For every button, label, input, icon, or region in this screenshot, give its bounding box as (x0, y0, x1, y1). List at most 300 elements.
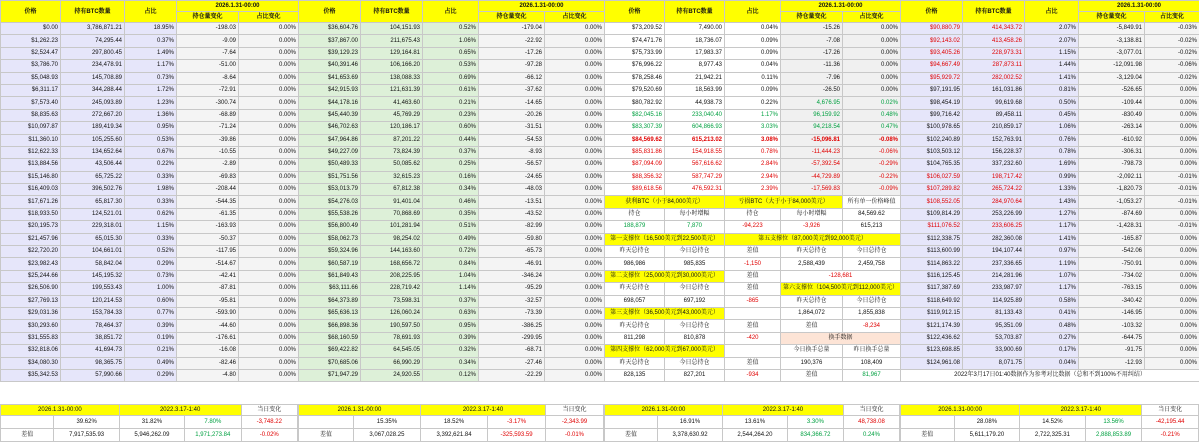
btc-held-cell[interactable]: 152,763.91 (963, 134, 1025, 146)
ratio-cell[interactable]: 0.53% (125, 134, 177, 146)
ratio-cell[interactable]: 1.06% (423, 35, 479, 47)
price-cell[interactable]: $53,013.79 (299, 184, 361, 196)
pos-change-cell[interactable]: -798.73 (1079, 159, 1145, 171)
price-cell[interactable]: $10,097.87 (1, 122, 61, 134)
btc-held-cell[interactable]: 89,458.11 (963, 109, 1025, 121)
btc-held-cell[interactable]: 199,553.43 (61, 283, 125, 295)
ratio-cell[interactable]: 0.23% (423, 109, 479, 121)
ratio-cell[interactable]: 1.69% (1025, 159, 1079, 171)
price-cell[interactable]: $123,698.85 (901, 345, 963, 357)
price-cell[interactable]: $8,835.63 (1, 109, 61, 121)
price-cell[interactable]: $90,880.79 (901, 23, 963, 35)
pos-change-cell[interactable]: -593.90 (177, 307, 239, 319)
pos-change-cell[interactable]: -1,820.73 (1079, 184, 1145, 196)
pos-change-cell[interactable]: -46.91 (479, 258, 545, 270)
price-cell[interactable]: $16,409.03 (1, 184, 61, 196)
btc-held-cell[interactable]: 587,747.29 (665, 171, 725, 183)
pos-change-cell[interactable]: -340.42 (1079, 295, 1145, 307)
col-header-ratio-change[interactable]: 占比变化 (545, 12, 605, 23)
ratio-change-cell[interactable]: 0.00% (239, 369, 299, 381)
pos-change-cell[interactable]: -7.96 (781, 72, 843, 84)
price-cell[interactable]: $56,800.49 (299, 221, 361, 233)
price-cell[interactable]: $6,311.17 (1, 84, 61, 96)
pos-change-cell[interactable]: -50.37 (177, 233, 239, 245)
ratio-cell[interactable]: 0.58% (1025, 295, 1079, 307)
pos-change-cell[interactable]: -10.55 (177, 146, 239, 158)
price-cell[interactable]: $36,604.76 (299, 23, 361, 35)
btc-held-cell[interactable]: 53,703.87 (963, 332, 1025, 344)
btc-held-cell[interactable]: 413,458.26 (963, 35, 1025, 47)
ratio-cell[interactable]: 0.49% (125, 357, 177, 369)
pos-change-cell[interactable]: -57,392.54 (781, 159, 843, 171)
ratio-cell[interactable]: 1.43% (1025, 196, 1079, 208)
btc-held-cell[interactable]: 74,295.44 (61, 35, 125, 47)
ratio-change-cell[interactable]: 0.00% (843, 72, 901, 84)
price-cell[interactable]: $80,782.92 (605, 97, 665, 109)
pos-change-cell[interactable]: -51.00 (177, 60, 239, 72)
ratio-change-cell[interactable]: 0.00% (1145, 233, 1199, 245)
btc-held-cell[interactable]: 99,619.68 (963, 97, 1025, 109)
ratio-change-cell[interactable]: 0.48% (843, 109, 901, 121)
btc-held-cell[interactable]: 8,977.43 (665, 60, 725, 72)
price-cell[interactable]: $87,094.09 (605, 159, 665, 171)
price-cell[interactable]: $68,160.59 (299, 332, 361, 344)
ratio-cell[interactable]: 0.39% (125, 320, 177, 332)
ratio-change-cell[interactable]: 0.00% (239, 184, 299, 196)
pos-change-cell[interactable]: -179.04 (479, 23, 545, 35)
pos-change-cell[interactable]: -165.87 (1079, 233, 1145, 245)
btc-held-cell[interactable]: 21,942.21 (665, 72, 725, 84)
btc-held-cell[interactable]: 41,463.60 (361, 97, 423, 109)
ratio-cell[interactable]: 0.04% (725, 23, 781, 35)
ratio-cell[interactable]: 3.03% (725, 122, 781, 134)
ratio-cell[interactable]: 1.17% (1025, 283, 1079, 295)
price-cell[interactable]: $84,569.62 (605, 134, 665, 146)
btc-held-cell[interactable]: 18,563.99 (665, 84, 725, 96)
ratio-cell[interactable]: 0.95% (125, 122, 177, 134)
ratio-change-cell[interactable]: 0.00% (239, 233, 299, 245)
col-header-pos-change[interactable]: 持仓量变化 (781, 12, 843, 23)
ratio-change-cell[interactable]: -0.29% (843, 159, 901, 171)
col-header-pos-change[interactable]: 持仓量变化 (479, 12, 545, 23)
btc-held-cell[interactable]: 24,920.55 (361, 369, 423, 381)
pos-change-cell[interactable]: -5,849.91 (1079, 23, 1145, 35)
pos-change-cell[interactable]: -117.95 (177, 246, 239, 258)
price-cell[interactable]: $119,912.15 (901, 307, 963, 319)
col-header-price[interactable]: 价格 (605, 1, 665, 23)
pos-change-cell[interactable]: -8.64 (177, 72, 239, 84)
btc-held-cell[interactable]: 337,232.60 (963, 159, 1025, 171)
ratio-cell[interactable]: 0.12% (423, 369, 479, 381)
price-cell[interactable]: $51,751.56 (299, 171, 361, 183)
ratio-cell[interactable]: 1.17% (1025, 221, 1079, 233)
ratio-change-cell[interactable]: 0.00% (239, 208, 299, 220)
ratio-cell[interactable]: 0.21% (125, 345, 177, 357)
price-cell[interactable]: $89,618.56 (605, 184, 665, 196)
pos-change-cell[interactable]: 96,159.92 (781, 109, 843, 121)
pos-change-cell[interactable]: -2,092.11 (1079, 171, 1145, 183)
ratio-cell[interactable]: 0.63% (423, 307, 479, 319)
ratio-change-cell[interactable]: 0.00% (545, 171, 605, 183)
ratio-change-cell[interactable]: -0.03% (1145, 23, 1199, 35)
price-cell[interactable]: $88,356.32 (605, 171, 665, 183)
price-cell[interactable]: $15,146.80 (1, 171, 61, 183)
btc-held-cell[interactable]: 144,163.60 (361, 246, 423, 258)
ratio-cell[interactable]: 1.04% (423, 270, 479, 282)
ratio-cell[interactable]: 0.09% (725, 47, 781, 59)
ratio-cell[interactable]: 1.07% (1025, 270, 1079, 282)
ratio-change-cell[interactable]: 0.00% (545, 283, 605, 295)
price-cell[interactable]: $104,765.35 (901, 159, 963, 171)
price-cell[interactable]: $39,129.23 (299, 47, 361, 59)
price-cell[interactable]: $29,031.36 (1, 307, 61, 319)
btc-held-cell[interactable]: 194,107.44 (963, 246, 1025, 258)
price-cell[interactable]: $0.00 (1, 23, 61, 35)
pos-change-cell[interactable]: -1,428.31 (1079, 221, 1145, 233)
pos-change-cell[interactable]: -109.44 (1079, 97, 1145, 109)
ratio-cell[interactable]: 0.61% (423, 84, 479, 96)
ratio-cell[interactable]: 0.97% (1025, 246, 1079, 258)
pos-change-cell[interactable]: -72.91 (177, 84, 239, 96)
pos-change-cell[interactable]: -610.92 (1079, 134, 1145, 146)
col-header-date[interactable]: 2026.1.31-00:00 (781, 1, 901, 12)
ratio-change-cell[interactable]: -0.01% (1145, 221, 1199, 233)
ratio-change-cell[interactable]: 0.00% (545, 60, 605, 72)
ratio-change-cell[interactable]: 0.00% (239, 35, 299, 47)
price-cell[interactable]: $50,489.33 (299, 159, 361, 171)
btc-held-cell[interactable]: 65,725.22 (61, 171, 125, 183)
ratio-change-cell[interactable]: 0.00% (1145, 246, 1199, 258)
pos-change-cell[interactable]: -12,091.98 (1079, 60, 1145, 72)
ratio-cell[interactable]: 0.34% (423, 357, 479, 369)
btc-held-cell[interactable]: 284,970.64 (963, 196, 1025, 208)
price-cell[interactable]: $61,849.43 (299, 270, 361, 282)
ratio-change-cell[interactable]: 0.00% (239, 320, 299, 332)
ratio-change-cell[interactable]: 0.00% (1145, 283, 1199, 295)
price-cell[interactable]: $1,262.23 (1, 35, 61, 47)
pos-change-cell[interactable]: -17.26 (479, 47, 545, 59)
ratio-change-cell[interactable]: 0.00% (1145, 97, 1199, 109)
pos-change-cell[interactable]: -95.81 (177, 295, 239, 307)
col-header-date[interactable]: 2026.1.31-00:00 (479, 1, 605, 12)
ratio-cell[interactable]: 1.44% (1025, 60, 1079, 72)
price-cell[interactable]: $117,387.69 (901, 283, 963, 295)
pos-change-cell[interactable]: -22.29 (479, 369, 545, 381)
col-header-btc-held[interactable]: 持有BTC数量 (61, 1, 125, 23)
price-cell[interactable]: $79,520.69 (605, 84, 665, 96)
btc-held-cell[interactable]: 38,851.72 (61, 332, 125, 344)
ratio-cell[interactable]: 0.45% (1025, 109, 1079, 121)
btc-held-cell[interactable]: 18,736.07 (665, 35, 725, 47)
pos-change-cell[interactable]: -37.62 (479, 84, 545, 96)
btc-held-cell[interactable]: 228,973.31 (963, 47, 1025, 59)
price-cell[interactable]: $75,733.99 (605, 47, 665, 59)
col-header-ratio[interactable]: 占比 (725, 1, 781, 23)
price-cell[interactable]: $98,454.19 (901, 97, 963, 109)
col-header-price[interactable]: 价格 (901, 1, 963, 23)
btc-held-cell[interactable]: 396,502.76 (61, 184, 125, 196)
btc-held-cell[interactable]: 120,186.17 (361, 122, 423, 134)
btc-held-cell[interactable]: 253,226.99 (963, 208, 1025, 220)
ratio-cell[interactable]: 0.77% (125, 307, 177, 319)
pos-change-cell[interactable]: -163.93 (177, 221, 239, 233)
ratio-change-cell[interactable]: 0.00% (239, 307, 299, 319)
ratio-cell[interactable]: 1.17% (125, 60, 177, 72)
ratio-cell[interactable]: 0.76% (1025, 134, 1079, 146)
col-header-ratio[interactable]: 占比 (423, 1, 479, 23)
pos-change-cell[interactable]: -2.89 (177, 159, 239, 171)
btc-held-cell[interactable]: 58,842.04 (61, 258, 125, 270)
ratio-cell[interactable]: 1.15% (125, 221, 177, 233)
ratio-cell[interactable]: 1.00% (125, 283, 177, 295)
ratio-change-cell[interactable]: 0.00% (545, 307, 605, 319)
ratio-cell[interactable]: 1.41% (1025, 233, 1079, 245)
price-cell[interactable]: $27,769.13 (1, 295, 61, 307)
col-header-date[interactable]: 2026.1.31-00:00 (1079, 1, 1199, 12)
btc-held-cell[interactable]: 414,343.72 (963, 23, 1025, 35)
ratio-change-cell[interactable]: 0.02% (843, 97, 901, 109)
price-cell[interactable]: $47,964.86 (299, 134, 361, 146)
ratio-cell[interactable]: 0.25% (423, 159, 479, 171)
btc-held-cell[interactable]: 78,691.93 (361, 332, 423, 344)
pos-change-cell[interactable]: -48.03 (479, 184, 545, 196)
ratio-change-cell[interactable]: -0.09% (843, 184, 901, 196)
btc-held-cell[interactable]: 65,015.30 (61, 233, 125, 245)
price-cell[interactable]: $111,076.52 (901, 221, 963, 233)
ratio-change-cell[interactable]: 0.00% (545, 332, 605, 344)
ratio-change-cell[interactable]: 0.00% (843, 23, 901, 35)
ratio-change-cell[interactable]: 0.00% (843, 47, 901, 59)
price-cell[interactable]: $102,240.89 (901, 134, 963, 146)
btc-held-cell[interactable]: 234,478.91 (61, 60, 125, 72)
pos-change-cell[interactable]: -874.69 (1079, 208, 1145, 220)
ratio-cell[interactable]: 0.09% (725, 35, 781, 47)
ratio-cell[interactable]: 1.15% (1025, 47, 1079, 59)
ratio-cell[interactable]: 0.39% (423, 332, 479, 344)
pos-change-cell[interactable]: -26.50 (781, 84, 843, 96)
btc-held-cell[interactable]: 161,031.86 (963, 84, 1025, 96)
ratio-cell[interactable]: 1.41% (1025, 72, 1079, 84)
ratio-cell[interactable]: 1.23% (125, 97, 177, 109)
ratio-change-cell[interactable]: 0.00% (1145, 357, 1199, 369)
price-cell[interactable]: $49,227.09 (299, 146, 361, 158)
pos-change-cell[interactable]: -346.24 (479, 270, 545, 282)
ratio-cell[interactable]: 0.50% (1025, 97, 1079, 109)
ratio-change-cell[interactable]: 0.00% (239, 122, 299, 134)
pos-change-cell[interactable]: -16.08 (177, 345, 239, 357)
price-cell[interactable]: $45,440.39 (299, 109, 361, 121)
ratio-cell[interactable]: 18.95% (125, 23, 177, 35)
price-cell[interactable]: $31,555.83 (1, 332, 61, 344)
pos-change-cell[interactable]: -750.91 (1079, 258, 1145, 270)
price-cell[interactable]: $116,125.45 (901, 270, 963, 282)
pos-change-cell[interactable]: -65.73 (479, 246, 545, 258)
ratio-cell[interactable]: 0.29% (125, 369, 177, 381)
price-cell[interactable]: $100,978.65 (901, 122, 963, 134)
ratio-cell[interactable]: 0.04% (725, 60, 781, 72)
price-cell[interactable]: $37,867.00 (299, 35, 361, 47)
price-cell[interactable]: $60,587.19 (299, 258, 361, 270)
ratio-change-cell[interactable]: -0.22% (843, 171, 901, 183)
ratio-change-cell[interactable]: 0.00% (239, 283, 299, 295)
ratio-change-cell[interactable]: 0.00% (545, 47, 605, 59)
ratio-change-cell[interactable]: 0.00% (239, 332, 299, 344)
pos-change-cell[interactable]: -198.03 (177, 23, 239, 35)
ratio-change-cell[interactable]: 0.00% (239, 357, 299, 369)
pos-change-cell[interactable]: -66.12 (479, 72, 545, 84)
price-cell[interactable]: $112,338.75 (901, 233, 963, 245)
btc-held-cell[interactable]: 50,085.62 (361, 159, 423, 171)
pos-change-cell[interactable]: 94,218.54 (781, 122, 843, 134)
pos-change-cell[interactable]: -82.46 (177, 357, 239, 369)
ratio-cell[interactable]: 0.29% (125, 258, 177, 270)
btc-held-cell[interactable]: 265,724.22 (963, 184, 1025, 196)
ratio-change-cell[interactable]: 0.00% (545, 196, 605, 208)
price-cell[interactable]: $122,436.62 (901, 332, 963, 344)
btc-held-cell[interactable]: 156,228.37 (963, 146, 1025, 158)
ratio-cell[interactable]: 3.08% (725, 134, 781, 146)
ratio-change-cell[interactable]: 0.00% (545, 320, 605, 332)
ratio-change-cell[interactable]: 0.00% (545, 134, 605, 146)
price-cell[interactable]: $109,814.29 (901, 208, 963, 220)
btc-held-cell[interactable]: 245,093.89 (61, 97, 125, 109)
btc-held-cell[interactable]: 214,281.96 (963, 270, 1025, 282)
ratio-cell[interactable]: 0.37% (423, 295, 479, 307)
ratio-change-cell[interactable]: 0.00% (545, 357, 605, 369)
price-cell[interactable]: $32,818.06 (1, 345, 61, 357)
ratio-cell[interactable]: 0.52% (125, 246, 177, 258)
pos-change-cell[interactable]: -9.09 (177, 35, 239, 47)
price-cell[interactable]: $12,622.33 (1, 146, 61, 158)
btc-held-cell[interactable]: 272,667.20 (61, 109, 125, 121)
btc-held-cell[interactable]: 101,281.94 (361, 221, 423, 233)
btc-held-cell[interactable]: 106,166.20 (361, 60, 423, 72)
pos-change-cell[interactable]: -4.80 (177, 369, 239, 381)
ratio-cell[interactable]: 0.65% (423, 47, 479, 59)
ratio-change-cell[interactable]: 0.00% (239, 258, 299, 270)
pos-change-cell[interactable]: -17.26 (781, 47, 843, 59)
ratio-change-cell[interactable]: 0.00% (545, 369, 605, 381)
ratio-cell[interactable]: 0.27% (1025, 332, 1079, 344)
col-header-ratio[interactable]: 占比 (1025, 1, 1079, 23)
ratio-change-cell[interactable]: 0.00% (239, 72, 299, 84)
ratio-change-cell[interactable]: 0.00% (545, 345, 605, 357)
ratio-change-cell[interactable]: 0.00% (239, 246, 299, 258)
price-cell[interactable]: $42,915.93 (299, 84, 361, 96)
price-cell[interactable]: $2,524.47 (1, 47, 61, 59)
pos-change-cell[interactable]: -11,444.23 (781, 146, 843, 158)
price-cell[interactable]: $21,457.96 (1, 233, 61, 245)
pos-change-cell[interactable]: -44,729.89 (781, 171, 843, 183)
ratio-cell[interactable]: 0.67% (125, 146, 177, 158)
btc-held-cell[interactable]: 211,675.43 (361, 35, 423, 47)
btc-held-cell[interactable]: 32,615.23 (361, 171, 423, 183)
ratio-change-cell[interactable]: -0.02% (1145, 72, 1199, 84)
btc-held-cell[interactable]: 124,521.01 (61, 208, 125, 220)
btc-held-cell[interactable]: 190,597.50 (361, 320, 423, 332)
ratio-change-cell[interactable]: -0.06% (1145, 60, 1199, 72)
btc-held-cell[interactable]: 138,088.33 (361, 72, 423, 84)
btc-held-cell[interactable]: 91,401.04 (361, 196, 423, 208)
price-cell[interactable]: $108,552.05 (901, 196, 963, 208)
pos-change-cell[interactable]: -56.57 (479, 159, 545, 171)
pos-change-cell[interactable]: -146.95 (1079, 307, 1145, 319)
btc-held-cell[interactable]: 287,873.11 (963, 60, 1025, 72)
price-cell[interactable]: $94,667.49 (901, 60, 963, 72)
price-cell[interactable]: $83,307.39 (605, 122, 665, 134)
pos-change-cell[interactable]: -763.15 (1079, 283, 1145, 295)
pos-change-cell[interactable]: -103.32 (1079, 320, 1145, 332)
pos-change-cell[interactable]: -7.08 (781, 35, 843, 47)
ratio-cell[interactable]: 0.69% (423, 72, 479, 84)
pos-change-cell[interactable]: -13.51 (479, 196, 545, 208)
ratio-change-cell[interactable]: 0.00% (239, 47, 299, 59)
ratio-change-cell[interactable]: -0.01% (1145, 171, 1199, 183)
btc-held-cell[interactable]: 120,214.53 (61, 295, 125, 307)
btc-held-cell[interactable]: 66,990.29 (361, 357, 423, 369)
price-cell[interactable]: $54,276.03 (299, 196, 361, 208)
btc-held-cell[interactable]: 44,938.73 (665, 97, 725, 109)
pos-change-cell[interactable]: -39.86 (177, 134, 239, 146)
ratio-cell[interactable]: 0.60% (125, 295, 177, 307)
ratio-change-cell[interactable]: 0.00% (239, 196, 299, 208)
pos-change-cell[interactable]: -300.74 (177, 97, 239, 109)
ratio-cell[interactable]: 1.19% (1025, 258, 1079, 270)
pos-change-cell[interactable]: -12.93 (1079, 357, 1145, 369)
col-header-btc-held[interactable]: 持有BTC数量 (963, 1, 1025, 23)
ratio-change-cell[interactable]: 0.47% (843, 122, 901, 134)
ratio-change-cell[interactable]: 0.00% (545, 72, 605, 84)
price-cell[interactable]: $107,289.82 (901, 184, 963, 196)
ratio-cell[interactable]: 0.73% (125, 72, 177, 84)
btc-held-cell[interactable]: 7,490.00 (665, 23, 725, 35)
ratio-change-cell[interactable]: 0.00% (239, 109, 299, 121)
price-cell[interactable]: $58,062.73 (299, 233, 361, 245)
price-cell[interactable]: $25,244.66 (1, 270, 61, 282)
ratio-change-cell[interactable]: 0.00% (1145, 295, 1199, 307)
ratio-cell[interactable]: 2.39% (725, 184, 781, 196)
btc-held-cell[interactable]: 208,225.95 (361, 270, 423, 282)
ratio-change-cell[interactable]: -0.02% (1145, 35, 1199, 47)
btc-held-cell[interactable]: 104,661.01 (61, 246, 125, 258)
pos-change-cell[interactable]: -542.06 (1079, 246, 1145, 258)
price-cell[interactable]: $71,947.29 (299, 369, 361, 381)
ratio-change-cell[interactable]: 0.00% (545, 246, 605, 258)
btc-held-cell[interactable]: 567,616.62 (665, 159, 725, 171)
pos-change-cell[interactable]: -82.99 (479, 221, 545, 233)
btc-held-cell[interactable]: 114,925.89 (963, 295, 1025, 307)
pos-change-cell[interactable]: -87.81 (177, 283, 239, 295)
ratio-cell[interactable]: 0.60% (423, 122, 479, 134)
price-cell[interactable]: $18,933.50 (1, 208, 61, 220)
ratio-change-cell[interactable]: 0.00% (843, 60, 901, 72)
btc-held-cell[interactable]: 615,213.02 (665, 134, 725, 146)
ratio-cell[interactable]: 0.99% (1025, 171, 1079, 183)
ratio-change-cell[interactable]: 0.00% (1145, 320, 1199, 332)
btc-held-cell[interactable]: 229,318.01 (61, 221, 125, 233)
price-cell[interactable]: $93,405.26 (901, 47, 963, 59)
ratio-change-cell[interactable]: 0.00% (545, 258, 605, 270)
pos-change-cell[interactable]: -734.02 (1079, 270, 1145, 282)
pos-change-cell[interactable]: -11.36 (781, 60, 843, 72)
btc-held-cell[interactable]: 81,133.43 (963, 307, 1025, 319)
pos-change-cell[interactable]: -43.52 (479, 208, 545, 220)
btc-held-cell[interactable]: 233,040.40 (665, 109, 725, 121)
price-cell[interactable]: $34,080.30 (1, 357, 61, 369)
btc-held-cell[interactable]: 233,987.97 (963, 283, 1025, 295)
btc-held-cell[interactable]: 70,868.69 (361, 208, 423, 220)
price-cell[interactable]: $99,716.42 (901, 109, 963, 121)
